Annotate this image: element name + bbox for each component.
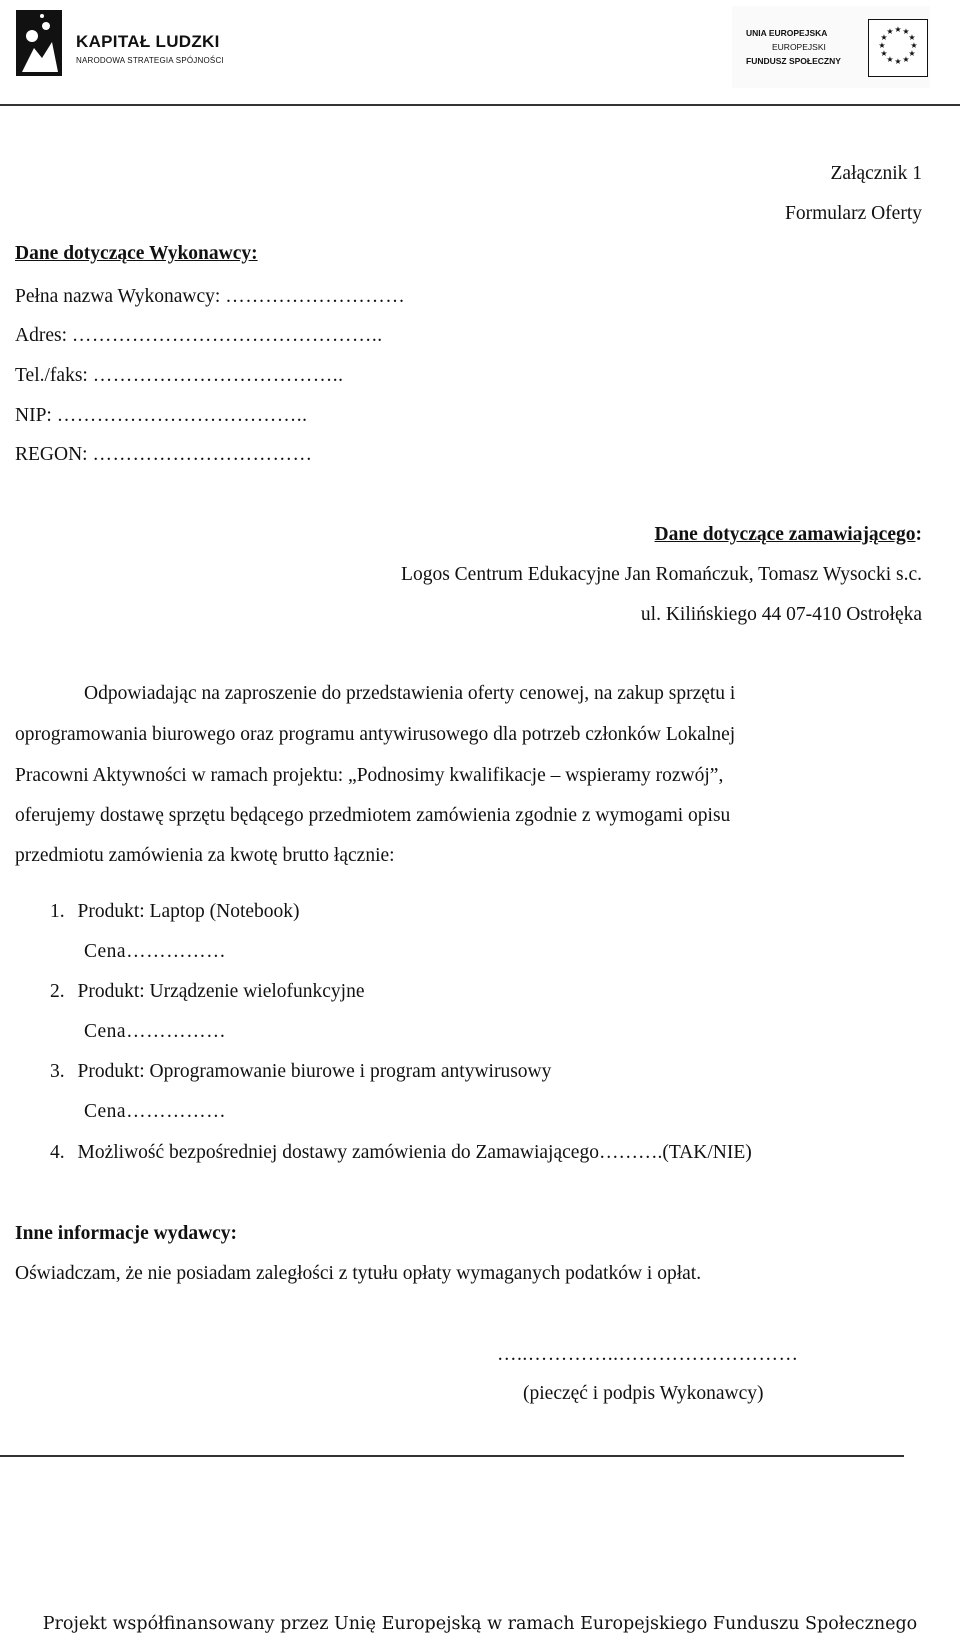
field-label: Tel./faks: xyxy=(15,365,88,386)
svg-text:★: ★ xyxy=(880,33,888,42)
header-divider xyxy=(0,104,960,106)
kapital-ludzki-logo xyxy=(12,6,242,84)
contractor-heading: Dane dotyczące Wykonawcy: xyxy=(15,243,258,264)
contractor-field-phone xyxy=(15,364,343,388)
contractor-field-regon xyxy=(15,443,312,467)
attachment-label: Załącznik 1 xyxy=(830,163,922,184)
field-label: NIP: xyxy=(15,405,52,426)
intro-line-2: oprogramowania biurowego oraz programu antywirusowego dla potrzeb członków Lokalnej xyxy=(15,724,736,745)
svg-text:★: ★ xyxy=(910,41,918,50)
item-price: Cena…………… xyxy=(84,941,227,962)
item-text: Produkt: Urządzenie wielofunkcyjne xyxy=(77,981,365,1002)
signature-label: (pieczęć i podpis Wykonawcy) xyxy=(523,1383,764,1404)
eu-flag-icon xyxy=(868,19,928,77)
field-dots: …………………………… xyxy=(92,444,313,465)
item-text: Produkt: Laptop (Notebook) xyxy=(77,901,300,922)
signature-dots: …..…………..……………………… xyxy=(497,1344,799,1365)
list-item xyxy=(50,980,365,1004)
svg-text:★: ★ xyxy=(902,27,910,36)
item-text: Możliwość bezpośredniej dostawy zamówienia do Zamawiającego……….(TAK/NIE) xyxy=(77,1142,752,1163)
other-info-statement: Oświadczam, że nie posiadam zaległości z tytułu opłaty wymaganych podatków i opłat. xyxy=(15,1263,702,1284)
eu-logo-line1: UNIA EUROPEJSKA xyxy=(746,28,828,38)
eu-efs-logo xyxy=(732,6,930,88)
svg-text:★: ★ xyxy=(886,27,894,36)
field-dots: ……………………………….. xyxy=(56,405,308,426)
eu-logo-line3: FUNDUSZ SPOŁECZNY xyxy=(746,56,841,66)
svg-text:★: ★ xyxy=(878,41,886,50)
ordering-party-heading xyxy=(655,523,923,547)
other-info-heading: Inne informacje wydawcy: xyxy=(15,1223,238,1244)
contractor-field-nip xyxy=(15,404,307,428)
field-label: Adres: xyxy=(15,325,67,346)
svg-text:★: ★ xyxy=(908,49,916,58)
ordering-party-address: ul. Kilińskiego 44 07-410 Ostrołęka xyxy=(640,604,922,625)
footer-divider xyxy=(0,1455,904,1457)
form-name: Formularz Oferty xyxy=(785,203,922,224)
item-number: 1. xyxy=(50,901,65,922)
svg-text:★: ★ xyxy=(908,33,916,42)
field-dots: ……………………………….. xyxy=(92,365,344,386)
svg-text:★: ★ xyxy=(894,25,902,34)
item-number: 3. xyxy=(50,1061,65,1082)
field-dots: ……………………………………….. xyxy=(71,325,383,346)
list-item xyxy=(50,1141,752,1165)
contractor-field-name xyxy=(15,285,405,309)
item-number: 4. xyxy=(50,1142,65,1163)
ordering-party-heading-text: Dane dotyczące zamawiającego xyxy=(654,524,916,545)
intro-line-3: Pracowni Aktywności w ramach projektu: „Podnosimy kwalifikacje – wspieramy rozwój”, xyxy=(15,765,724,786)
svg-text:★: ★ xyxy=(886,55,894,64)
field-dots: ……………………… xyxy=(225,286,406,307)
kapital-ludzki-subtitle: NARODOWA STRATEGIA SPÓJNOŚCI xyxy=(76,56,224,65)
footer-text: Projekt współfinansowany przez Unię Europejską w ramach Europejskiego Funduszu Społecznego xyxy=(42,1614,918,1634)
intro-line-5: przedmiotu zamówienia za kwotę brutto łącznie: xyxy=(15,845,395,866)
intro-line-1: Odpowiadając na zaproszenie do przedstawienia oferty cenowej, na zakup sprzętu i xyxy=(84,683,736,704)
svg-text:★: ★ xyxy=(902,55,910,64)
item-text: Produkt: Oprogramowanie biurowe i program antywirusowy xyxy=(77,1061,552,1082)
item-price: Cena…………… xyxy=(84,1101,227,1122)
intro-line-4: oferujemy dostawę sprzętu będącego przedmiotem zamówienia zgodnie z wymogami opisu xyxy=(15,805,731,826)
item-number: 2. xyxy=(50,981,65,1002)
field-label: REGON: xyxy=(15,444,88,465)
list-item xyxy=(50,1060,551,1084)
svg-text:★: ★ xyxy=(894,57,902,66)
kapital-ludzki-emblem-icon xyxy=(12,6,70,84)
list-item xyxy=(50,900,300,924)
eu-logo-line2: EUROPEJSKI xyxy=(772,42,826,52)
ordering-party-heading-colon: : xyxy=(915,524,922,545)
kapital-ludzki-title: KAPITAŁ LUDZKI xyxy=(76,32,220,51)
svg-text:★: ★ xyxy=(880,49,888,58)
contractor-field-address xyxy=(15,324,383,348)
item-price: Cena…………… xyxy=(84,1021,227,1042)
field-label: Pełna nazwa Wykonawcy: xyxy=(15,286,221,307)
ordering-party-name: Logos Centrum Edukacyjne Jan Romańczuk, Tomasz Wysocki s.c. xyxy=(401,564,922,585)
